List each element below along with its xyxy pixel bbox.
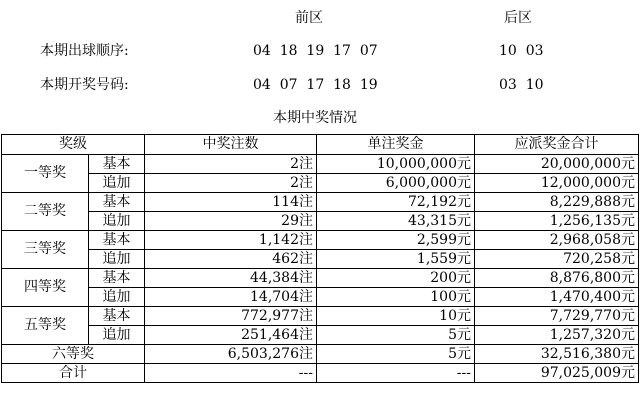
prize-cell: 6,000,000元 xyxy=(317,174,475,193)
sum-count-cell: --- xyxy=(145,364,317,383)
prize-level-cell: 六等奖 xyxy=(2,345,145,364)
prize-table xyxy=(1,134,639,383)
total-cell: 7,729,770元 xyxy=(475,307,639,326)
prize-cell: 2,599元 xyxy=(317,231,475,250)
prize-cell: 10元 xyxy=(317,307,475,326)
count-cell: 772,977注 xyxy=(145,307,317,326)
total-cell: 2,968,058元 xyxy=(475,231,639,250)
prize-level-cell: 二等奖 xyxy=(2,193,89,231)
sum-total-cell: 97,025,009元 xyxy=(475,364,639,383)
table-row-sum xyxy=(2,364,639,383)
sub-type-cell: 追加 xyxy=(89,212,145,231)
prize-level-cell: 三等奖 xyxy=(2,231,89,269)
prize-cell: 10,000,000元 xyxy=(317,155,475,174)
table-row xyxy=(2,193,639,212)
total-cell: 1,257,320元 xyxy=(475,326,639,345)
prize-cell: 43,315元 xyxy=(317,212,475,231)
total-cell: 720,258元 xyxy=(475,250,639,269)
sub-type-cell: 追加 xyxy=(89,250,145,269)
sub-type-cell: 追加 xyxy=(89,174,145,193)
sub-type-cell: 基本 xyxy=(89,269,145,288)
total-cell: 32,516,380元 xyxy=(475,345,639,364)
table-row xyxy=(2,155,639,174)
count-cell: 44,384注 xyxy=(145,269,317,288)
sub-type-cell: 追加 xyxy=(89,326,145,345)
draw-order-front-numbers: 04 18 19 17 07 xyxy=(253,43,378,59)
table-row xyxy=(2,307,639,326)
count-cell: 2注 xyxy=(145,174,317,193)
column-header-total: 应派奖金合计 xyxy=(475,135,639,155)
count-cell: 114注 xyxy=(145,193,317,212)
sub-type-cell: 基本 xyxy=(89,231,145,250)
count-cell: 29注 xyxy=(145,212,317,231)
table-row xyxy=(2,174,639,193)
front-zone-label: 前区 xyxy=(295,10,323,26)
winning-back-numbers: 03 10 xyxy=(499,77,544,93)
table-header-row xyxy=(2,135,639,155)
prize-cell: 100元 xyxy=(317,288,475,307)
prize-level-cell: 一等奖 xyxy=(2,155,89,193)
prize-level-cell: 五等奖 xyxy=(2,307,89,345)
draw-order-back-numbers: 10 03 xyxy=(499,43,544,59)
table-title: 本期中奖情况 xyxy=(273,110,357,126)
sub-type-cell: 追加 xyxy=(89,288,145,307)
draw-order-label: 本期出球顺序: xyxy=(40,43,129,59)
sum-label-cell: 合计 xyxy=(2,364,145,383)
winning-front-numbers: 04 07 17 18 19 xyxy=(253,77,378,93)
table-row-sixth xyxy=(2,345,639,364)
count-cell: 251,464注 xyxy=(145,326,317,345)
table-row xyxy=(2,269,639,288)
table-row xyxy=(2,326,639,345)
total-cell: 8,229,888元 xyxy=(475,193,639,212)
total-cell: 1,256,135元 xyxy=(475,212,639,231)
column-header-count: 中奖注数 xyxy=(145,135,317,155)
prize-cell: 1,559元 xyxy=(317,250,475,269)
prize-level-cell: 四等奖 xyxy=(2,269,89,307)
column-header-prize: 单注奖金 xyxy=(317,135,475,155)
prize-cell: 5元 xyxy=(317,326,475,345)
prize-cell: 200元 xyxy=(317,269,475,288)
count-cell: 14,704注 xyxy=(145,288,317,307)
sum-prize-cell: --- xyxy=(317,364,475,383)
sub-type-cell: 基本 xyxy=(89,193,145,212)
count-cell: 462注 xyxy=(145,250,317,269)
table-row xyxy=(2,250,639,269)
table-row xyxy=(2,212,639,231)
table-row xyxy=(2,231,639,250)
prize-cell: 5元 xyxy=(317,345,475,364)
total-cell: 12,000,000元 xyxy=(475,174,639,193)
total-cell: 8,876,800元 xyxy=(475,269,639,288)
count-cell: 1,142注 xyxy=(145,231,317,250)
count-cell: 2注 xyxy=(145,155,317,174)
sub-type-cell: 基本 xyxy=(89,155,145,174)
total-cell: 1,470,400元 xyxy=(475,288,639,307)
total-cell: 20,000,000元 xyxy=(475,155,639,174)
count-cell: 6,503,276注 xyxy=(145,345,317,364)
sub-type-cell: 基本 xyxy=(89,307,145,326)
back-zone-label: 后区 xyxy=(504,10,532,26)
column-header-level: 奖级 xyxy=(2,135,145,155)
winning-numbers-label: 本期开奖号码: xyxy=(40,77,129,93)
prize-cell: 72,192元 xyxy=(317,193,475,212)
table-row xyxy=(2,288,639,307)
